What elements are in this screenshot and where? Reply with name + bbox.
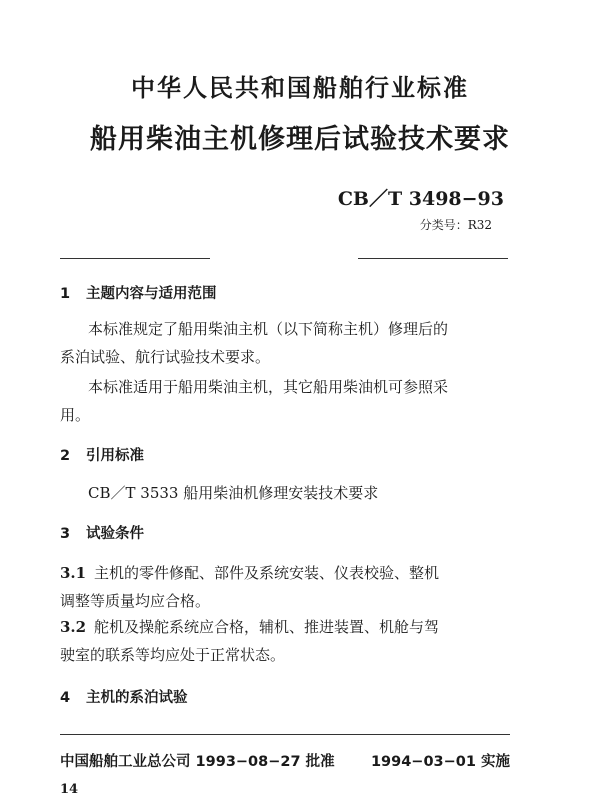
section-number: 4 bbox=[60, 690, 71, 706]
clause-text: 主机的零件修配、部件及系统安装、仪表校验、整机 bbox=[94, 564, 440, 582]
footer-rule bbox=[60, 734, 510, 735]
clause-number: 3.2 bbox=[60, 618, 87, 636]
clause-3-1-line-2: 调整等质量均应合格。 bbox=[60, 592, 211, 610]
header-rule-left bbox=[60, 258, 210, 259]
referenced-standard: CB／T 3533 船用柴油机修理安装技术要求 bbox=[88, 484, 379, 502]
section-title: 主题内容与适用范围 bbox=[86, 286, 217, 302]
section-4-heading bbox=[60, 686, 188, 707]
classification-number: 分类号：R32 bbox=[419, 218, 492, 232]
section-1-paragraph-2-line-2: 用。 bbox=[60, 406, 91, 424]
standard-number: CB／T 3498−93 bbox=[337, 188, 504, 210]
clause-number: 3.1 bbox=[60, 564, 87, 582]
section-title: 试验条件 bbox=[86, 526, 144, 542]
section-2-heading bbox=[60, 444, 144, 465]
clause-text: 舵机及操舵系统应合格，辅机、推进装置、机舱与驾 bbox=[94, 618, 440, 636]
clause-3-1-line-1 bbox=[60, 562, 439, 583]
page-number: 14 bbox=[60, 782, 79, 797]
section-3-heading bbox=[60, 522, 144, 543]
section-title: 引用标准 bbox=[86, 448, 144, 464]
section-number: 2 bbox=[60, 448, 71, 464]
implementation-line: 1994−03−01 实施 bbox=[370, 754, 510, 770]
section-number: 3 bbox=[60, 526, 71, 542]
header-rule-right bbox=[358, 258, 508, 259]
approval-line: 中国船舶工业总公司 1993−08−27 批准 bbox=[60, 754, 335, 770]
section-1-paragraph-2-line-1: 本标准适用于船用柴油主机，其它船用柴油机可参照采 bbox=[88, 378, 449, 396]
clause-3-2-line-2: 驶室的联系等均应处于正常状态。 bbox=[60, 646, 286, 664]
section-title: 主机的系泊试验 bbox=[86, 690, 188, 706]
section-1-paragraph-1-line-1: 本标准规定了船用柴油主机（以下简称主机）修理后的 bbox=[88, 320, 449, 338]
organization-title: 中华人民共和国船舶行业标准 bbox=[131, 74, 469, 102]
clause-3-2-line-1 bbox=[60, 616, 439, 637]
section-1-heading bbox=[60, 282, 217, 303]
section-1-paragraph-1-line-2: 系泊试验、航行试验技术要求。 bbox=[60, 348, 271, 366]
document-title: 船用柴油主机修理后试验技术要求 bbox=[90, 124, 510, 155]
section-number: 1 bbox=[60, 286, 71, 302]
